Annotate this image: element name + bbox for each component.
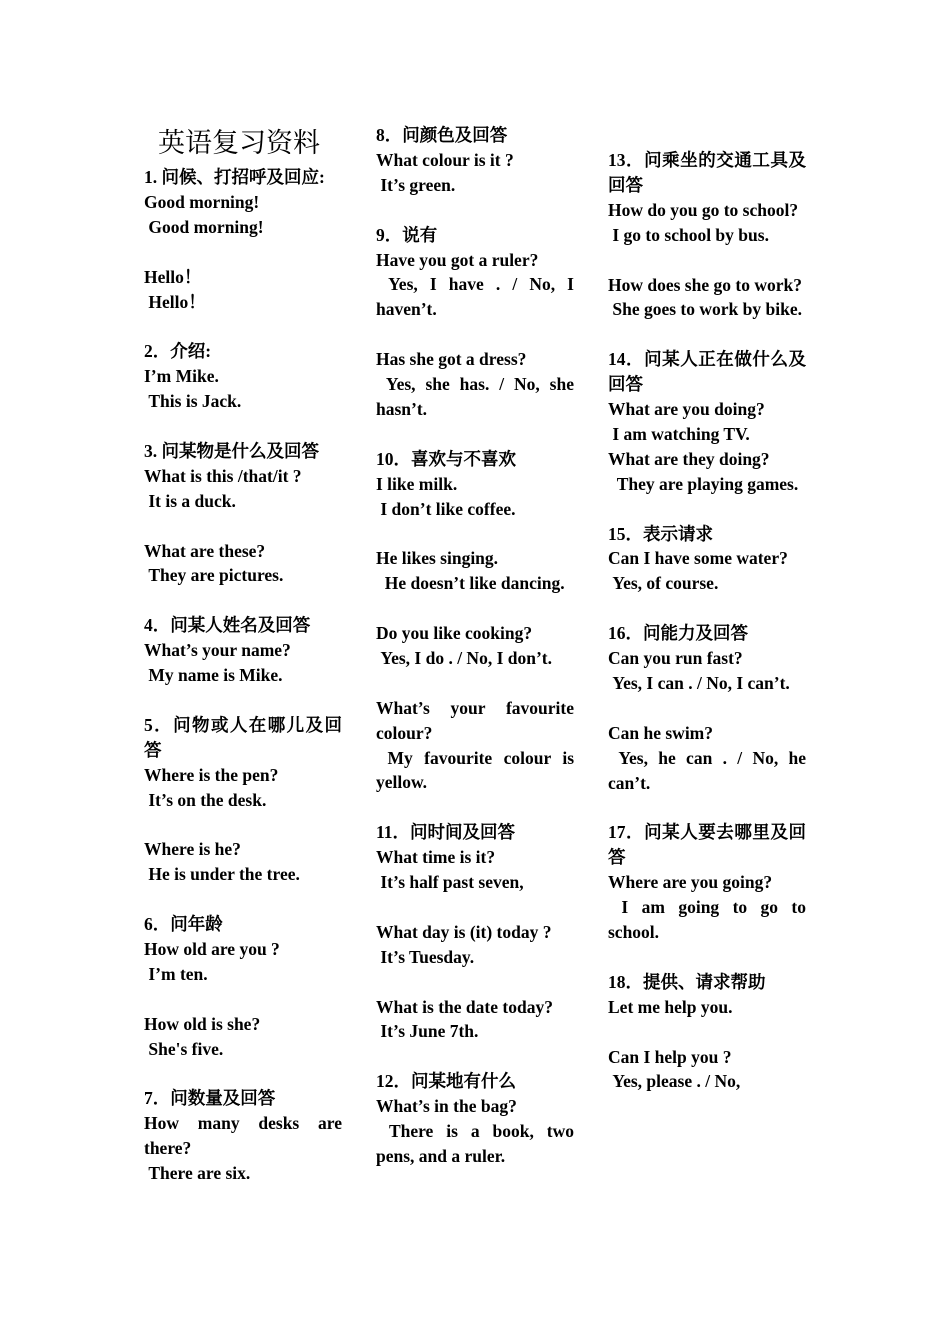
text-line: I’m ten. — [144, 963, 208, 984]
text-line: Yes, I have . / No, I haven’t. — [376, 274, 579, 320]
text-line: He is under the tree. — [144, 864, 300, 885]
blank-line — [608, 945, 806, 970]
blank-line — [376, 521, 574, 546]
text-line: Can you run fast? — [608, 648, 743, 669]
blank-line — [144, 1061, 342, 1086]
blank-line — [144, 987, 342, 1012]
section-heading: 15．表示请求 — [608, 523, 713, 544]
text-line: It’s June 7th. — [376, 1021, 479, 1042]
text-line: How many desks are there? — [144, 1113, 347, 1159]
column-2-lines — [376, 123, 579, 1169]
text-line: My name is Mike. — [144, 665, 283, 686]
text-line: Where are you going? — [608, 872, 773, 893]
blank-line — [376, 198, 574, 223]
text-line: Do you like cooking? — [376, 623, 533, 644]
section-heading: 13．问乘坐的交通工具及回答 — [608, 150, 806, 195]
text-line: Can he swim? — [608, 722, 714, 743]
section-heading: 2．介绍: — [144, 341, 212, 362]
blank-line — [376, 671, 574, 696]
text-line: Yes, she has. / No, she hasn’t. — [376, 374, 579, 419]
text-line: It is a duck. — [144, 490, 236, 511]
text-line: What colour is it ? — [376, 149, 514, 170]
text-line: There are six. — [144, 1163, 251, 1184]
blank-line — [144, 588, 342, 613]
text-line: I am watching TV. — [608, 423, 750, 444]
text-line: My favourite colour is yellow. — [376, 747, 579, 793]
column-1 — [144, 123, 347, 1186]
section-heading: 6．问年龄 — [144, 914, 223, 935]
text-line: She goes to work by bike. — [608, 299, 802, 320]
blank-line — [144, 240, 342, 265]
text-line: I go to school by bus. — [608, 224, 769, 245]
text-line: How do you go to school? — [608, 199, 799, 220]
document-title: 英语复习资料 — [158, 128, 320, 159]
text-line: Have you got a ruler? — [376, 249, 539, 270]
column-3 — [608, 148, 811, 1094]
section-heading: 11．问时间及回答 — [376, 822, 516, 843]
text-line: Can I help you ? — [608, 1046, 732, 1067]
text-line: I’m Mike. — [144, 366, 219, 387]
text-line: Where is the pen? — [144, 764, 279, 785]
section-heading: 14．问某人正在做什么及回答 — [608, 349, 806, 395]
blank-line — [608, 596, 806, 621]
text-line: What are you doing? — [608, 399, 765, 420]
section-heading: 1. 问候、打招呼及回应: — [144, 167, 325, 187]
section-heading: 4．问某人姓名及回答 — [144, 615, 311, 636]
text-line: Good morning! — [144, 216, 264, 237]
text-line: Has she got a dress? — [376, 349, 527, 370]
section-heading: 18．提供、请求帮助 — [608, 971, 766, 992]
text-line: What is the date today? — [376, 996, 553, 1017]
text-line: He likes singing. — [376, 548, 499, 569]
blank-line — [144, 887, 342, 912]
section-heading: 17．问某人要去哪里及回答 — [608, 822, 806, 868]
text-line: This is Jack. — [144, 391, 242, 412]
text-line: I don’t like coffee. — [376, 498, 516, 519]
text-line: How old is she? — [144, 1013, 261, 1034]
section-heading: 10．喜欢与不喜欢 — [376, 448, 516, 469]
text-line: How does she go to work? — [608, 274, 802, 295]
section-heading: 12．问某地有什么 — [376, 1071, 516, 1092]
blank-line — [376, 1044, 574, 1069]
section-heading: 5．问物或人在哪儿及回答 — [144, 714, 342, 760]
column-2 — [376, 123, 579, 1169]
blank-line — [144, 414, 342, 439]
section-heading: 7．问数量及回答 — [144, 1088, 276, 1109]
text-line: They are pictures. — [144, 565, 284, 586]
column-1-lines — [144, 165, 347, 1186]
text-line: How old are you ? — [144, 938, 280, 959]
text-line: What time is it? — [376, 847, 496, 868]
blank-line — [608, 696, 806, 721]
text-line: He doesn’t like dancing. — [376, 573, 565, 594]
blank-line — [144, 812, 342, 837]
text-line: What’s in the bag? — [376, 1096, 517, 1117]
blank-line — [144, 514, 342, 539]
blank-line — [376, 322, 574, 347]
text-line: Yes, I can . / No, I can’t. — [608, 672, 790, 693]
text-line: What is this /that/it ? — [144, 465, 302, 486]
blank-line — [376, 795, 574, 820]
blank-line — [608, 1020, 806, 1045]
blank-line — [376, 422, 574, 447]
text-line: It’s on the desk. — [144, 789, 267, 810]
text-line: There is a book, two pens, and a ruler. — [376, 1121, 579, 1166]
section-heading: 3. 问某物是什么及回答 — [144, 440, 319, 461]
text-line: What day is (it) today ? — [376, 921, 552, 942]
text-line: What’s your name? — [144, 640, 291, 661]
blank-line — [608, 248, 806, 273]
blank-line — [608, 497, 806, 522]
text-line: I am going to go to school. — [608, 897, 811, 942]
blank-line — [376, 895, 574, 920]
text-line: What are these? — [144, 540, 266, 561]
text-line: Hello！ — [144, 266, 202, 287]
blank-line — [376, 596, 574, 621]
blank-line — [144, 688, 342, 713]
text-line: I like milk. — [376, 473, 458, 494]
section-heading: 9．说有 — [376, 224, 438, 245]
text-line: Where is he? — [144, 839, 241, 860]
text-line: They are playing games. — [608, 473, 799, 494]
text-line: Good morning! — [144, 191, 260, 212]
text-line: What are they doing? — [608, 448, 770, 469]
text-line: It’s Tuesday. — [376, 946, 475, 967]
text-line: Let me help you. — [608, 996, 733, 1017]
column-3-lines — [608, 148, 811, 1094]
blank-line — [144, 314, 342, 339]
text-line: It’s half past seven, — [376, 872, 524, 893]
section-heading: 16．问能力及回答 — [608, 623, 748, 644]
text-line: What’s your favourite colour? — [376, 697, 579, 743]
text-line: Can I have some water? — [608, 548, 788, 569]
text-line: Yes, please . / No, — [608, 1071, 741, 1092]
text-line: Yes, he can . / No, he can’t. — [608, 747, 811, 793]
text-line: Yes, of course. — [608, 573, 719, 594]
text-line: Hello！ — [144, 291, 206, 312]
text-line: She's five. — [144, 1038, 224, 1059]
blank-line — [608, 322, 806, 347]
blank-line — [608, 795, 806, 820]
section-heading: 8．问颜色及回答 — [376, 125, 508, 145]
text-line: Yes, I do . / No, I don’t. — [376, 647, 552, 668]
blank-line — [376, 970, 574, 995]
text-line: It’s green. — [376, 174, 456, 195]
